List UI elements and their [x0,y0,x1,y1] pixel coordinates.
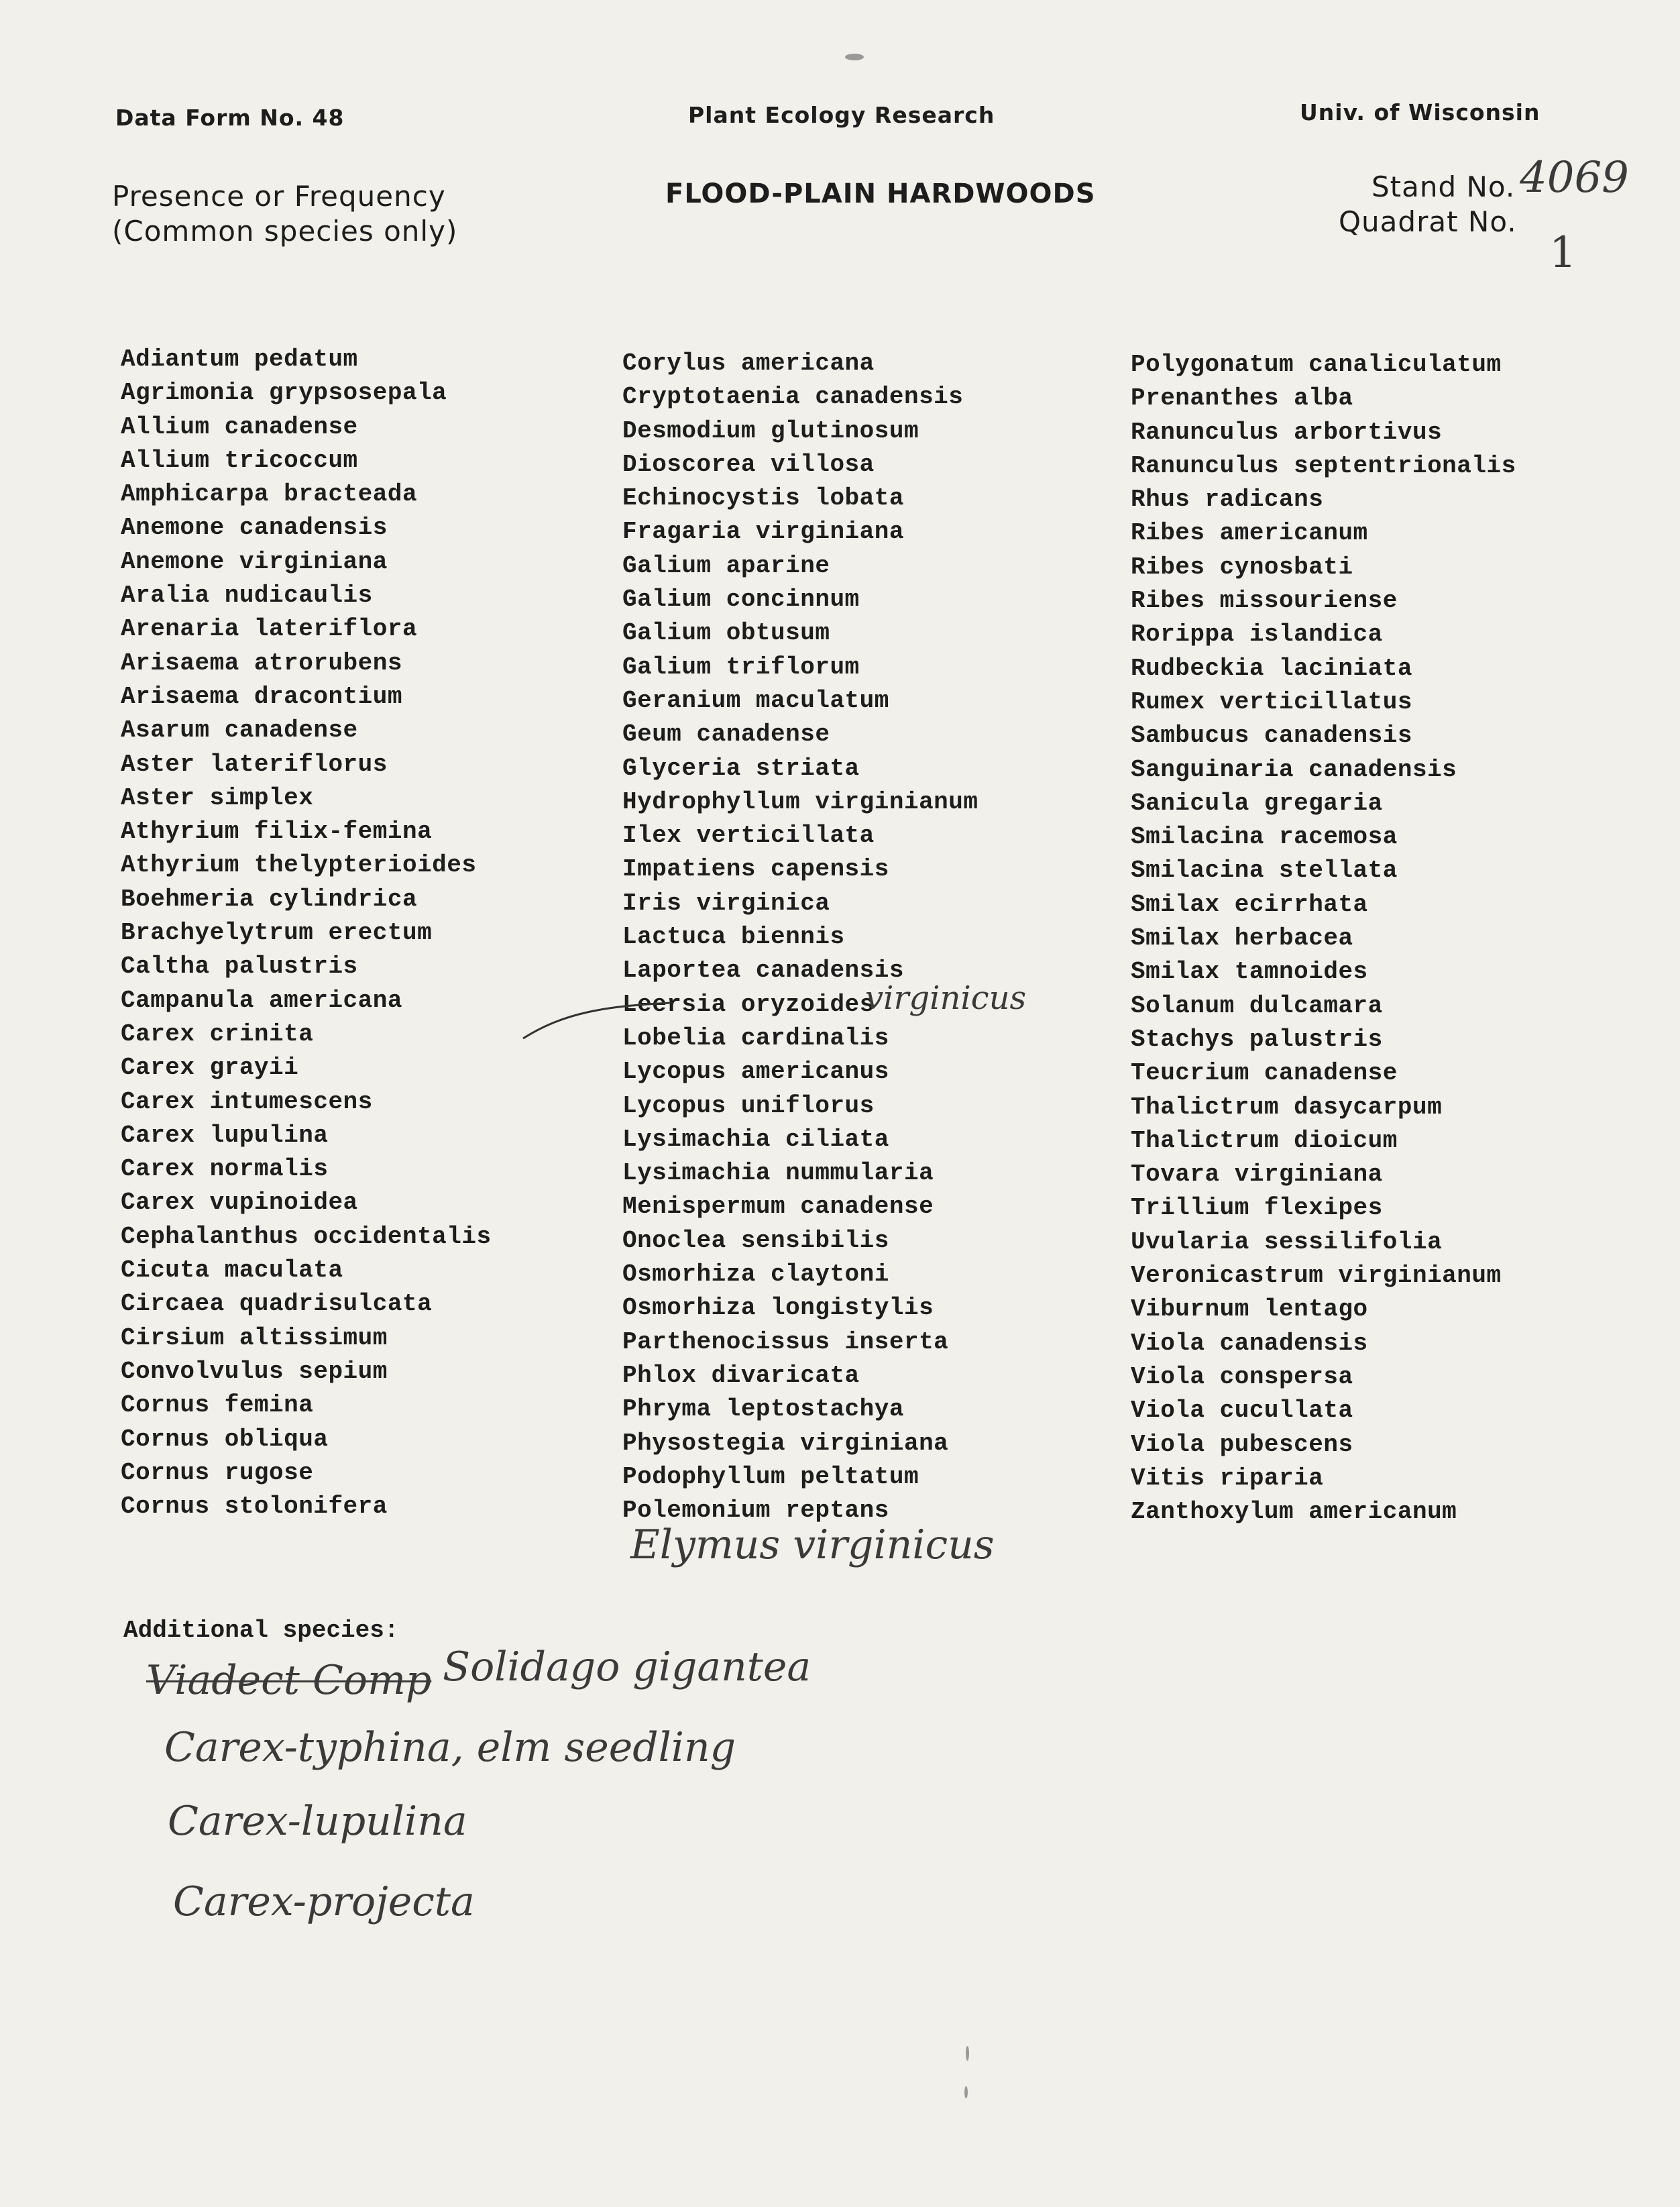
species-item: Zanthoxylum americanum [1131,1498,1457,1526]
species-item: Ilex verticillata [622,822,875,850]
species-item: Leersia oryzoides [622,990,875,1018]
species-item: Galium aparine [622,551,830,580]
species-item: Uvularia sessilifolia [1131,1228,1443,1256]
species-item: Cirsium altissimum [121,1324,388,1352]
species-column-left [121,343,492,1523]
species-item: Laportea canadensis [622,957,904,985]
species-item: Carex crinita [121,1020,314,1048]
species-item: Viola cucullata [1131,1397,1353,1425]
species-item: Viola canadensis [1131,1329,1368,1357]
organization: Plant Ecology Research [688,102,995,128]
species-item: Carex grayii [121,1054,299,1082]
species-item: Allium tricoccum [121,446,358,474]
quadrat-label: Quadrat No. [1339,205,1517,238]
species-column-middle [622,347,978,1527]
species-item: Thalictrum dioicum [1131,1126,1398,1154]
handwritten-carex-lupulina: Carex-lupulina [168,1798,467,1845]
presence-line-2: (Common species only) [112,215,458,248]
species-item: Echinocystis lobata [622,484,904,513]
species-item: Viburnum lentago [1131,1295,1368,1324]
species-item: Rumex verticillatus [1131,688,1412,716]
species-item: Athyrium filix-femina [121,818,433,846]
species-item: Teucrium canadense [1131,1059,1398,1087]
species-item: Amphicarpa bracteada [121,480,418,508]
species-item: Vitis riparia [1131,1464,1324,1492]
species-item: Viola pubescens [1131,1430,1353,1458]
form-number: Data Form No. 48 [115,105,345,131]
species-item: Viola conspersa [1131,1362,1353,1391]
species-item: Anemone virginiana [121,547,388,576]
species-item: Carex normalis [121,1155,329,1183]
species-item: Fragaria virginiana [622,518,904,546]
species-item: Aster lateriflorus [121,750,388,778]
species-item: Carex vupinoidea [121,1189,358,1217]
species-item: Carex lupulina [121,1121,329,1149]
species-item: Cornus obliqua [121,1425,329,1453]
species-item: Polemonium reptans [622,1497,889,1525]
university: Univ. of Wisconsin [1300,99,1541,125]
species-item: Lobelia cardinalis [622,1024,889,1052]
species-item: Lactuca biennis [622,923,845,951]
species-item: Cornus stolonifera [121,1493,388,1521]
species-item: Lysimachia nummularia [622,1159,934,1187]
species-item: Rorippa islandica [1131,621,1383,649]
species-item: Corylus americana [622,349,875,377]
presence-line-1: Presence or Frequency [112,180,446,213]
quadrat-number: 1 [1549,228,1577,278]
handwritten-carex-typhina: Carex-typhina, elm seedling [164,1724,736,1771]
scan-speck [845,54,864,60]
species-item: Sambucus canadensis [1131,722,1412,750]
species-item: Cephalanthus occidentalis [121,1222,492,1250]
species-item: Ribes missouriense [1131,587,1398,615]
species-item: Rhus radicans [1131,486,1324,514]
handwritten-elymus: Elymus virginicus [630,1521,995,1568]
species-item: Allium canadense [121,413,358,441]
species-item: Impatiens capensis [622,855,889,883]
species-item: Glyceria striata [622,754,860,782]
species-item: Parthenocissus inserta [622,1328,949,1356]
species-item: Arenaria lateriflora [121,615,418,643]
species-item: Veronicastrum virginianum [1131,1262,1502,1290]
species-item: Convolvulus sepium [121,1357,388,1385]
species-item: Smilax herbacea [1131,924,1353,953]
species-item: Arisaema atrorubens [121,649,402,677]
species-item: Athyrium thelypterioides [121,851,477,879]
species-item: Smilacina racemosa [1131,823,1398,851]
handwritten-carex-projecta: Carex-projecta [173,1878,475,1925]
species-item: Trillium flexipes [1131,1194,1383,1222]
stand-label: Stand No. [1371,170,1516,203]
species-item: Sanguinaria canadensis [1131,755,1457,784]
species-item: Hydrophyllum virginianum [622,788,978,816]
species-item: Dioscorea villosa [622,450,875,478]
species-item: Circaea quadrisulcata [121,1290,433,1318]
species-item: Cicuta maculata [121,1256,343,1285]
species-item: Phlox divaricata [622,1361,860,1389]
species-column-right [1131,348,1516,1529]
species-item: Brachyelytrum erectum [121,919,433,947]
species-item: Stachys palustris [1131,1025,1383,1053]
species-item: Anemone canadensis [121,514,388,542]
species-item: Galium concinnum [622,586,860,614]
species-item: Menispermum canadense [622,1193,934,1221]
species-item: Physostegia virginiana [622,1429,949,1457]
species-item: Arisaema dracontium [121,682,402,710]
species-item: Asarum canadense [121,716,358,745]
species-item: Osmorhiza claytoni [622,1260,889,1289]
species-item: Osmorhiza longistylis [622,1294,934,1322]
species-item: Caltha palustris [121,953,358,981]
species-item: Iris virginica [622,889,830,917]
species-item: Galium obtusum [622,619,830,647]
species-item: Cryptotaenia canadensis [622,383,964,411]
species-item: Onoclea sensibilis [622,1226,889,1254]
species-item: Adiantum pedatum [121,345,358,373]
species-item: Cornus femina [121,1391,314,1419]
species-item: Podophyllum peltatum [622,1462,919,1491]
leersia-handwritten-note: virginicus [865,979,1027,1017]
handwritten-struck-entry: Viadect Comp [146,1657,432,1704]
species-item: Cornus rugose [121,1458,314,1487]
species-item: Ribes cynosbati [1131,553,1353,581]
scan-speck [966,2046,969,2061]
species-item: Ranunculus arbortivus [1131,418,1443,446]
species-item: Boehmeria cylindrica [121,885,418,913]
page-title: FLOOD-PLAIN HARDWOODS [665,178,1096,209]
species-item: Aster simplex [121,784,314,812]
species-item: Ribes americanum [1131,519,1368,547]
species-item: Lycopus americanus [622,1058,889,1086]
scan-speck [964,2086,968,2098]
species-item: Tovara virginiana [1131,1161,1383,1189]
species-item: Smilax tamnoides [1131,958,1368,986]
species-item: Geranium maculatum [622,686,889,714]
species-item: Smilacina stellata [1131,857,1398,885]
species-item: Aralia nudicaulis [121,582,373,610]
additional-species-label: Additional species: [123,1617,399,1644]
species-item: Smilax ecirrhata [1131,890,1368,918]
species-item: Phryma leptostachya [622,1395,904,1423]
stand-number: 4069 [1520,153,1629,203]
handwritten-solidago: Solidago gigantea [443,1644,811,1690]
species-item: Campanula americana [121,986,402,1014]
species-item: Thalictrum dasycarpum [1131,1093,1443,1121]
species-item: Lysimachia ciliata [622,1125,889,1153]
species-item: Lycopus uniflorus [622,1091,875,1120]
species-item: Geum canadense [622,720,830,749]
species-item: Galium triflorum [622,653,860,681]
species-item: Agrimonia grypsosepala [121,379,447,407]
species-item: Carex intumescens [121,1087,373,1116]
species-item: Prenanthes alba [1131,384,1353,413]
species-item: Polygonatum canaliculatum [1131,351,1502,378]
species-item: Desmodium glutinosum [622,417,919,445]
species-item: Sanicula gregaria [1131,789,1383,817]
species-item: Rudbeckia laciniata [1131,654,1412,682]
species-item: Ranunculus septentrionalis [1131,451,1516,480]
species-item: Solanum dulcamara [1131,991,1383,1020]
